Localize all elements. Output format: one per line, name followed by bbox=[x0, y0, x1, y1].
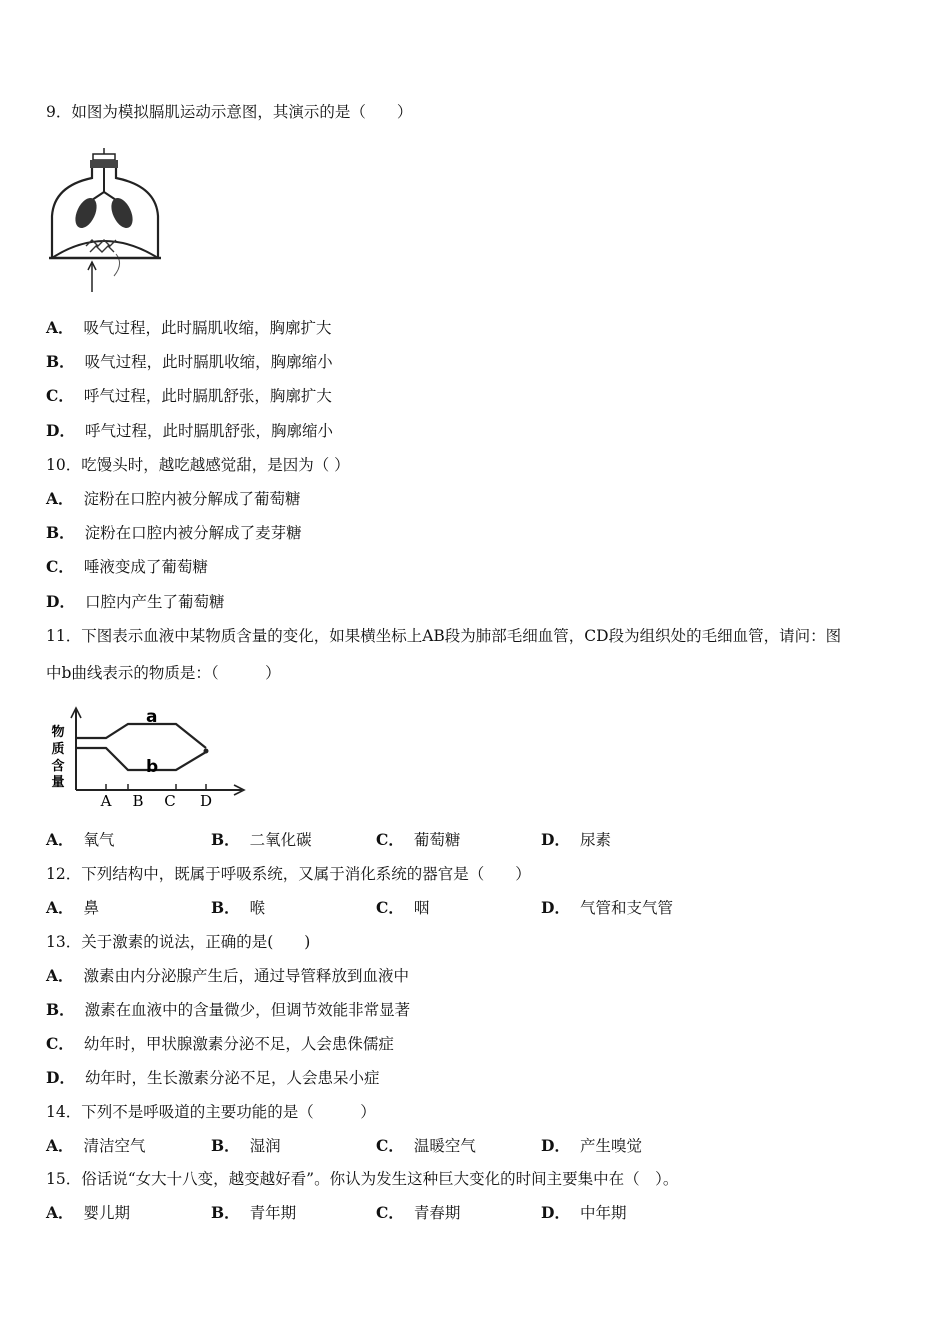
q15-option-b[interactable] bbox=[211, 1203, 296, 1223]
q11-option-d[interactable] bbox=[541, 830, 611, 850]
option-label: D． bbox=[541, 898, 570, 917]
option-label: C． bbox=[376, 830, 404, 849]
option-label: B． bbox=[211, 830, 240, 849]
q15-stem: 15．俗话说“女大十八变，越变越好看”。你认为发生这种巨大变化的时间主要集中在（ ）。 bbox=[46, 1170, 679, 1188]
option-label: A． bbox=[46, 898, 74, 917]
curve-b bbox=[76, 748, 206, 770]
option-label: C． bbox=[46, 386, 74, 405]
ylabel-char-1: 物 bbox=[51, 725, 65, 740]
q9-option-b[interactable] bbox=[46, 352, 333, 372]
option-label: B． bbox=[211, 898, 240, 917]
q14-stem: 14．下列不是呼吸道的主要功能的是（ ） bbox=[46, 1103, 376, 1121]
ylabel-char-4: 量 bbox=[51, 775, 65, 790]
option-text: 唾液变成了葡萄糖 bbox=[83, 558, 208, 576]
option-label: D． bbox=[541, 1136, 570, 1155]
q10-stem: 10．吃馒头时，越吃越感觉甜，是因为（ ） bbox=[46, 456, 350, 474]
q13-stem: 13．关于激素的说法，正确的是( ) bbox=[46, 933, 311, 951]
q14-option-a[interactable] bbox=[46, 1136, 146, 1156]
q10-option-d[interactable] bbox=[46, 592, 224, 612]
option-text: 葡萄糖 bbox=[413, 831, 461, 849]
q12-option-c[interactable] bbox=[376, 898, 429, 918]
option-text: 呼气过程，此时膈肌舒张，胸廓缩小 bbox=[84, 422, 333, 440]
q10-option-b[interactable] bbox=[46, 523, 302, 543]
option-label: A． bbox=[46, 1136, 74, 1155]
option-label: B． bbox=[46, 1000, 75, 1019]
option-text: 青年期 bbox=[249, 1204, 297, 1222]
q14-option-c[interactable] bbox=[376, 1136, 476, 1156]
option-text: 青春期 bbox=[413, 1204, 461, 1222]
option-label: C． bbox=[46, 557, 74, 576]
option-text: 激素由内分泌腺产生后，通过导管释放到血液中 bbox=[83, 967, 410, 985]
q14-option-b[interactable] bbox=[211, 1136, 281, 1156]
q14-option-d[interactable] bbox=[541, 1136, 642, 1156]
q11-stem-line2: 中b曲线表示的物质是：（ ） bbox=[46, 664, 281, 682]
option-text: 清洁空气 bbox=[83, 1137, 146, 1155]
q13-option-c[interactable] bbox=[46, 1034, 394, 1054]
option-text: 咽 bbox=[413, 899, 430, 917]
q12-stem: 12．下列结构中，既属于呼吸系统，又属于消化系统的器官是（ ） bbox=[46, 865, 531, 883]
option-label: A． bbox=[46, 966, 74, 985]
option-label: C． bbox=[46, 1034, 74, 1053]
option-label: C． bbox=[376, 898, 404, 917]
option-text: 温暖空气 bbox=[413, 1137, 476, 1155]
option-text: 中年期 bbox=[579, 1204, 627, 1222]
option-label: B． bbox=[46, 352, 75, 371]
q10-option-c[interactable] bbox=[46, 557, 208, 577]
option-text: 淀粉在口腔内被分解成了麦芽糖 bbox=[84, 524, 302, 542]
curve-a-label: a bbox=[146, 707, 158, 727]
option-text: 激素在血液中的含量微少，但调节效能非常显著 bbox=[84, 1001, 411, 1019]
ylabel-char-2: 质 bbox=[51, 742, 65, 757]
option-label: B． bbox=[211, 1136, 240, 1155]
q11-option-b[interactable] bbox=[211, 830, 312, 850]
q15-option-a[interactable] bbox=[46, 1203, 130, 1223]
option-text: 婴儿期 bbox=[83, 1204, 131, 1222]
option-label: D． bbox=[46, 421, 75, 440]
option-text: 口腔内产生了葡萄糖 bbox=[84, 593, 225, 611]
q10-option-a[interactable] bbox=[46, 489, 301, 509]
option-label: D． bbox=[46, 592, 75, 611]
q11-option-c[interactable] bbox=[376, 830, 460, 850]
q11-option-a[interactable] bbox=[46, 830, 115, 850]
option-label: D． bbox=[46, 1068, 75, 1087]
q13-option-b[interactable] bbox=[46, 1000, 410, 1020]
diaphragm-model-figure bbox=[46, 146, 166, 294]
curve-a bbox=[76, 724, 206, 748]
option-text: 淀粉在口腔内被分解成了葡萄糖 bbox=[83, 490, 301, 508]
option-text: 吸气过程，此时膈肌收缩，胸廓扩大 bbox=[83, 319, 332, 337]
q12-option-a[interactable] bbox=[46, 898, 99, 918]
xtick-c: C bbox=[164, 792, 176, 810]
option-label: C． bbox=[376, 1136, 404, 1155]
option-text: 呼气过程，此时膈肌舒张，胸廓扩大 bbox=[83, 387, 332, 405]
xtick-b: B bbox=[132, 792, 144, 810]
option-text: 吸气过程，此时膈肌收缩，胸廓缩小 bbox=[84, 353, 333, 371]
q12-option-d[interactable] bbox=[541, 898, 673, 918]
ylabel-char-3: 含 bbox=[51, 759, 65, 774]
q9-stem: 9．如图为模拟膈肌运动示意图，其演示的是（ ） bbox=[46, 103, 413, 121]
option-text: 幼年时，甲状腺激素分泌不足，人会患侏儒症 bbox=[83, 1035, 394, 1053]
q13-option-d[interactable] bbox=[46, 1068, 379, 1088]
q9-option-d[interactable] bbox=[46, 421, 333, 441]
q13-option-a[interactable] bbox=[46, 966, 409, 986]
option-label: A． bbox=[46, 830, 74, 849]
option-text: 二氧化碳 bbox=[249, 831, 312, 849]
q11-stem-line1: 11．下图表示血液中某物质含量的变化，如果横坐标上AB段为肺部毛细血管，CD段为组织处的毛细血管，请问：图 bbox=[46, 627, 842, 645]
q15-option-d[interactable] bbox=[541, 1203, 626, 1223]
option-text: 幼年时，生长激素分泌不足，人会患呆小症 bbox=[84, 1069, 380, 1087]
option-text: 湿润 bbox=[249, 1137, 281, 1155]
xtick-a: A bbox=[100, 792, 112, 810]
option-label: B． bbox=[211, 1203, 240, 1222]
option-text: 气管和支气管 bbox=[579, 899, 673, 917]
q9-option-a[interactable] bbox=[46, 318, 332, 338]
q9-option-c[interactable] bbox=[46, 386, 332, 406]
q15-option-c[interactable] bbox=[376, 1203, 460, 1223]
option-label: A． bbox=[46, 1203, 74, 1222]
option-label: C． bbox=[376, 1203, 404, 1222]
option-label: D． bbox=[541, 1203, 570, 1222]
option-text: 喉 bbox=[249, 899, 266, 917]
option-label: A． bbox=[46, 318, 74, 337]
option-text: 产生嗅觉 bbox=[579, 1137, 642, 1155]
option-text: 鼻 bbox=[83, 899, 100, 917]
q12-option-b[interactable] bbox=[211, 898, 265, 918]
option-label: A． bbox=[46, 489, 74, 508]
curve-b-label: b bbox=[146, 757, 159, 777]
option-label: B． bbox=[46, 523, 75, 542]
option-text: 尿素 bbox=[579, 831, 611, 849]
option-label: D． bbox=[541, 830, 570, 849]
blood-substance-graph bbox=[46, 704, 246, 814]
xtick-d: D bbox=[199, 792, 213, 810]
option-text: 氧气 bbox=[83, 831, 115, 849]
